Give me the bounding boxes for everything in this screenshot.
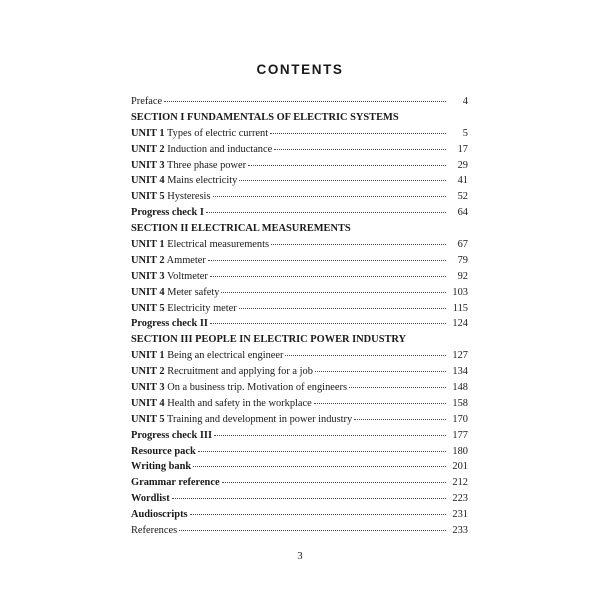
page-title: CONTENTS xyxy=(256,62,344,77)
toc-unit-number: UNIT 5 xyxy=(131,413,165,425)
toc-entry-label xyxy=(131,412,352,428)
toc-entry xyxy=(131,523,468,539)
dot-leader xyxy=(164,100,446,102)
toc-unit-title: Hysteresis xyxy=(167,191,211,203)
dot-leader xyxy=(172,497,446,499)
table-of-contents xyxy=(131,94,468,539)
toc-entry-label xyxy=(131,173,237,189)
toc-entry-label: References xyxy=(131,525,178,537)
toc-unit-title: Recruitment and applying for a job xyxy=(167,366,313,378)
toc-page-number: 79 xyxy=(457,254,468,266)
toc-unit-number: UNIT 3 xyxy=(131,270,165,282)
toc-entry-label xyxy=(131,348,283,364)
toc-unit-number: UNIT 1 xyxy=(131,127,165,139)
toc-entry xyxy=(131,126,468,142)
toc-entry-title: Progress check II xyxy=(131,318,208,330)
page-number: 3 xyxy=(297,551,303,562)
dot-leader xyxy=(314,402,446,404)
toc-entry xyxy=(131,205,468,221)
dot-leader xyxy=(354,418,446,420)
toc-entry-title: Writing bank xyxy=(131,461,192,473)
toc-page-number: 5 xyxy=(462,127,468,139)
toc-page-number: 212 xyxy=(452,477,468,489)
toc-unit-number: UNIT 3 xyxy=(131,159,165,171)
toc-entry xyxy=(131,348,468,364)
dot-leader xyxy=(271,243,446,245)
toc-page-number: 148 xyxy=(452,382,468,394)
dot-leader xyxy=(198,450,446,452)
toc-entry-title: Audioscripts xyxy=(131,509,188,521)
dot-leader xyxy=(213,195,447,197)
toc-section-heading xyxy=(131,110,468,126)
toc-entry xyxy=(131,301,468,317)
toc-entry-label xyxy=(131,396,312,412)
toc-unit-number: UNIT 2 xyxy=(131,366,165,378)
toc-entry xyxy=(131,237,468,253)
toc-unit-title: Meter safety xyxy=(167,286,220,298)
toc-entry-label xyxy=(131,507,188,523)
toc-entry-title: Resource pack xyxy=(131,445,196,457)
toc-page-number: 231 xyxy=(452,509,468,521)
toc-page-number: 223 xyxy=(452,493,468,505)
dot-leader xyxy=(206,211,446,213)
toc-entry-label xyxy=(131,237,269,253)
toc-unit-number: UNIT 5 xyxy=(131,302,165,314)
toc-entry xyxy=(131,444,468,460)
toc-entry xyxy=(131,491,468,507)
toc-unit-title: Electrical measurements xyxy=(167,239,270,251)
toc-unit-number: UNIT 1 xyxy=(131,350,165,362)
dot-leader xyxy=(349,386,446,388)
toc-entry-label xyxy=(131,269,208,285)
toc-unit-number: UNIT 2 xyxy=(131,254,165,266)
toc-entry-label xyxy=(131,428,212,444)
toc-entry xyxy=(131,396,468,412)
dot-leader xyxy=(214,434,446,436)
toc-page-number: 67 xyxy=(457,239,468,251)
toc-unit-title: Being an electrical engineer xyxy=(167,350,284,362)
dot-leader xyxy=(210,322,446,324)
toc-unit-number: UNIT 5 xyxy=(131,191,165,203)
dot-leader xyxy=(248,164,446,166)
toc-page-number: 180 xyxy=(452,445,468,457)
toc-entry-label xyxy=(131,491,170,507)
toc-entry-label xyxy=(131,380,347,396)
toc-entry xyxy=(131,380,468,396)
toc-page-number: 177 xyxy=(452,429,468,441)
toc-entry-title: Grammar reference xyxy=(131,477,220,489)
toc-unit-number: UNIT 4 xyxy=(131,286,165,298)
toc-entry xyxy=(131,428,468,444)
toc-page-number: 17 xyxy=(457,143,468,155)
toc-entry-label xyxy=(131,301,237,317)
toc-entry xyxy=(131,285,468,301)
toc-entry xyxy=(131,94,468,110)
toc-entry-label xyxy=(131,142,272,158)
toc-entry-label: SECTION III PEOPLE IN ELECTRIC POWER INDUSTRY xyxy=(131,334,407,346)
toc-unit-title: Mains electricity xyxy=(167,175,238,187)
toc-unit-number: UNIT 2 xyxy=(131,143,165,155)
toc-entry xyxy=(131,507,468,523)
dot-leader xyxy=(285,354,446,356)
toc-unit-title: Health and safety in the workplace xyxy=(167,397,312,409)
toc-entry-label xyxy=(131,205,204,221)
toc-page-number: 41 xyxy=(457,175,468,187)
toc-entry-title: Wordlist xyxy=(131,493,170,505)
toc-section-heading xyxy=(131,332,468,348)
toc-page-number: 170 xyxy=(452,413,468,425)
toc-entry-label xyxy=(131,475,220,491)
toc-unit-number: UNIT 3 xyxy=(131,382,165,394)
toc-unit-number: UNIT 1 xyxy=(131,239,165,251)
toc-page-number: 201 xyxy=(452,461,468,473)
toc-entry xyxy=(131,269,468,285)
toc-section-heading xyxy=(131,221,468,237)
toc-entry-label xyxy=(131,253,206,269)
toc-entry-label xyxy=(131,444,196,460)
toc-entry xyxy=(131,142,468,158)
toc-page-number: 64 xyxy=(457,207,468,219)
toc-entry-label xyxy=(131,158,246,174)
toc-unit-title: On a business trip. Motivation of engineers xyxy=(167,382,347,394)
toc-entry-label xyxy=(131,285,219,301)
toc-entry-label: Preface xyxy=(131,96,163,107)
toc-entry-label xyxy=(131,459,191,475)
dot-leader xyxy=(274,148,446,150)
toc-unit-number: UNIT 4 xyxy=(131,397,165,409)
dot-leader xyxy=(208,259,446,261)
dot-leader xyxy=(190,513,446,515)
toc-entry-label: SECTION II ELECTRICAL MEASUREMENTS xyxy=(131,223,351,235)
toc-entry xyxy=(131,253,468,269)
toc-unit-title: Electricity meter xyxy=(167,302,237,314)
toc-page-number: 127 xyxy=(452,350,468,362)
dot-leader xyxy=(221,291,446,293)
dot-leader xyxy=(239,307,446,309)
toc-entry-title: Progress check III xyxy=(131,429,213,441)
toc-unit-title: Voltmeter xyxy=(167,270,208,282)
toc-entry xyxy=(131,173,468,189)
dot-leader xyxy=(315,370,446,372)
toc-entry xyxy=(131,459,468,475)
toc-entry-label: SECTION I FUNDAMENTALS OF ELECTRIC SYSTEMS xyxy=(131,111,399,123)
toc-page-number: 103 xyxy=(452,286,468,298)
dot-leader xyxy=(210,275,446,277)
toc-entry xyxy=(131,475,468,491)
dot-leader xyxy=(193,465,446,467)
toc-unit-title: Induction and inductance xyxy=(167,143,273,155)
toc-unit-number: UNIT 4 xyxy=(131,175,165,187)
dot-leader xyxy=(239,179,446,181)
toc-page-number: 158 xyxy=(452,397,468,409)
toc-page-number: 29 xyxy=(457,159,468,171)
toc-entry xyxy=(131,364,468,380)
toc-entry-title: Progress check I xyxy=(131,207,204,219)
toc-entry xyxy=(131,158,468,174)
toc-entry xyxy=(131,412,468,428)
toc-page-number: 92 xyxy=(457,270,468,282)
toc-page-number: 134 xyxy=(452,366,468,378)
dot-leader xyxy=(270,132,446,134)
toc-entry-label xyxy=(131,364,313,380)
toc-page-number: 124 xyxy=(452,318,468,330)
toc-unit-title: Types of electric current xyxy=(167,127,269,139)
toc-entry xyxy=(131,316,468,332)
toc-page-number: 4 xyxy=(462,96,468,107)
toc-entry-label xyxy=(131,189,211,205)
toc-unit-title: Ammeter xyxy=(166,254,206,266)
toc-unit-title: Three phase power xyxy=(167,159,247,171)
toc-entry-label xyxy=(131,126,268,142)
toc-page-number: 52 xyxy=(457,191,468,203)
toc-entry-label xyxy=(131,316,208,332)
toc-page-number: 115 xyxy=(452,302,468,314)
toc-unit-title: Training and development in power industry xyxy=(167,413,353,425)
toc-entry xyxy=(131,189,468,205)
dot-leader xyxy=(222,481,446,483)
toc-page-number: 233 xyxy=(452,525,468,537)
dot-leader xyxy=(179,529,446,531)
